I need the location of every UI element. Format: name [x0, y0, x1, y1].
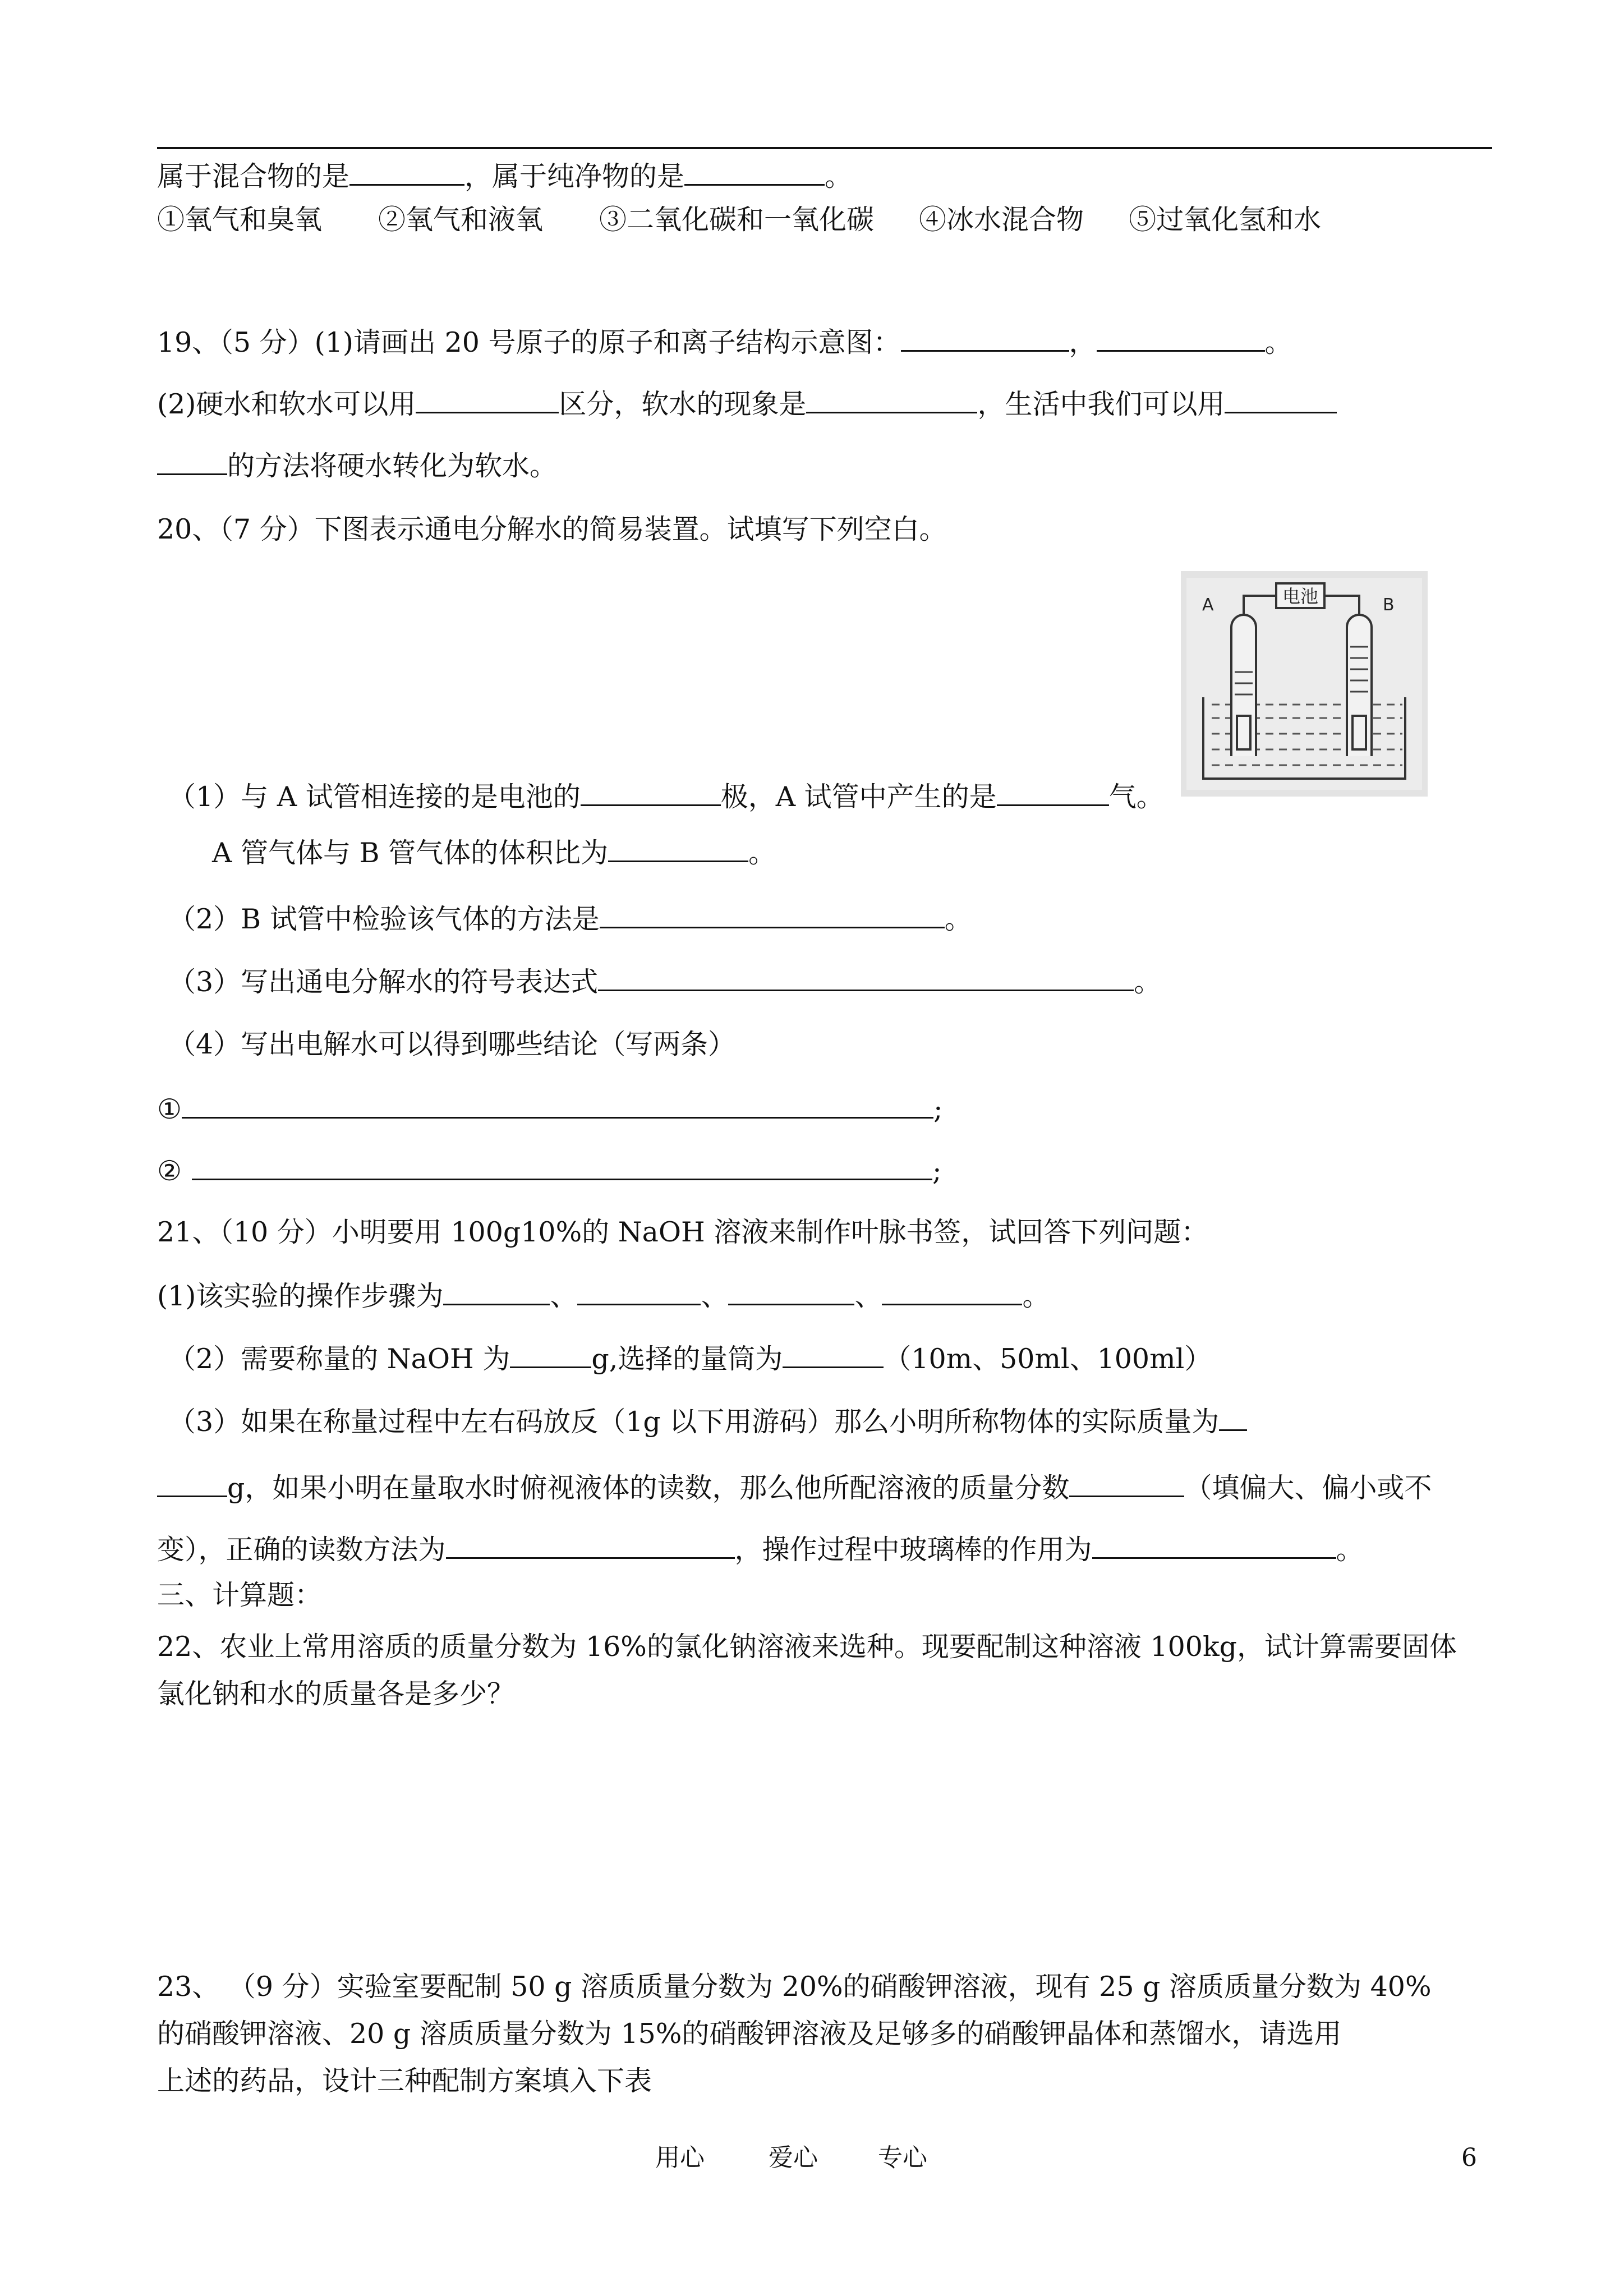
- q22-line-1: 22、农业上常用溶质的质量分数为 16%的氯化钠溶液来选种。现要配制这种溶液 100kg，试计算需要固体: [157, 1631, 1457, 1663]
- answer-blank[interactable]: [882, 1278, 1022, 1305]
- answer-blank[interactable]: [1219, 1404, 1247, 1431]
- battery-label: 电池: [1282, 586, 1319, 607]
- q19-line-2: (2)硬水和软水可以用 区分，软水的现象是 ，生活中我们可以用: [157, 386, 1337, 422]
- answer-blank[interactable]: [581, 779, 721, 806]
- answer-blank[interactable]: [901, 324, 1069, 352]
- q22-line-2: 氯化钠和水的质量各是多少？: [157, 1678, 515, 1710]
- page-number: 6: [1461, 2143, 1477, 2172]
- q20-conclusion-1: ① ;: [157, 1091, 942, 1128]
- q18-options: [157, 202, 1321, 238]
- q23-line-2: 的硝酸钾溶液、20 g 溶质质量分数为 15%的硝酸钾溶液及足够多的硝酸钾晶体和蒸馏水，请选用: [157, 2018, 1342, 2050]
- footer-slogan-3: 专心: [878, 2143, 927, 2172]
- q21-step-3-end: 变），正确的读数方法为 ，操作过程中玻璃棒的作用为 。: [157, 1531, 1364, 1568]
- q21-title: 21、（10 分）小明要用 100g10%的 NaOH 溶液来制作叶脉书签，试回答下列问题：: [157, 1216, 1209, 1248]
- q19-line-1: 19、（5 分）(1)请画出 20 号原子的原子和离子结构示意图： ， 。: [157, 324, 1292, 361]
- footer-slogan-1: 用心: [655, 2143, 705, 2172]
- tube-a: [1231, 615, 1256, 756]
- answer-blank[interactable]: [783, 1341, 884, 1368]
- answer-blank[interactable]: [684, 158, 825, 186]
- option-5: ⑤过氧化氢和水: [1129, 204, 1322, 236]
- answer-blank[interactable]: [600, 901, 945, 928]
- answer-blank[interactable]: [157, 448, 227, 475]
- q22-answer-area[interactable]: [157, 1722, 1492, 1935]
- q21-step-3: （3）如果在称量过程中左右码放反（1g 以下用游码）那么小明所称物体的实际质量为: [168, 1404, 1247, 1440]
- answer-blank[interactable]: [1069, 1470, 1184, 1497]
- answer-blank[interactable]: [1097, 324, 1265, 352]
- answer-blank[interactable]: [443, 1278, 550, 1305]
- answer-blank[interactable]: [182, 1091, 933, 1119]
- answer-blank[interactable]: [1225, 386, 1337, 413]
- q18-line: 属于混合物的是 ，属于纯净物的是 。: [157, 158, 852, 195]
- q20-part-1b: A 管气体与 B 管气体的体积比为 。: [212, 835, 776, 871]
- q21-step-2: （2）需要称量的 NaOH 为 g,选择的量筒为 （10m、50ml、100ml）: [168, 1341, 1212, 1377]
- answer-blank[interactable]: [157, 1470, 227, 1497]
- answer-blank[interactable]: [416, 386, 559, 413]
- q20-part-1: （1）与 A 试管相连接的是电池的 极，A 试管中产生的是 气。: [168, 779, 1164, 815]
- answer-blank[interactable]: [577, 1278, 701, 1305]
- q19-line-3: 的方法将硬水转化为软水。: [157, 448, 557, 484]
- option-2: ②氧气和液氧: [378, 204, 544, 236]
- answer-blank[interactable]: [997, 779, 1109, 806]
- q21-step-1: (1)该实验的操作步骤为 、 、 、 。: [157, 1278, 1050, 1314]
- q23-line-1: 23、 （9 分）实验室要配制 50 g 溶质质量分数为 20%的硝酸钾溶液，现有 25 g 溶质质量分数为 40%: [157, 1971, 1432, 2003]
- q20-title: 20、（7 分）下图表示通电分解水的简易装置。试填写下列空白。: [157, 513, 947, 545]
- answer-blank[interactable]: [806, 386, 977, 413]
- footer-slogan-2: 爱心: [769, 2143, 818, 2172]
- q21-step-3-cont: g，如果小明在量取水时俯视液体的读数，那么他所配溶液的质量分数 （填偏大、偏小或不: [157, 1470, 1432, 1506]
- answer-blank[interactable]: [192, 1153, 932, 1180]
- section-heading: 三、计算题：: [157, 1579, 323, 1611]
- tube-b-label: B: [1383, 595, 1395, 615]
- answer-blank[interactable]: [728, 1278, 854, 1305]
- answer-blank[interactable]: [608, 835, 748, 862]
- q20-part-4: （4）写出电解水可以得到哪些结论（写两条）: [168, 1028, 736, 1060]
- answer-blank[interactable]: [1092, 1531, 1336, 1559]
- q20-conclusion-2: ② ;: [157, 1153, 941, 1189]
- answer-blank[interactable]: [349, 158, 464, 186]
- answer-blank[interactable]: [446, 1531, 735, 1559]
- electrolysis-diagram: [1181, 571, 1428, 797]
- option-3: ③二氧化碳和一氧化碳: [599, 204, 875, 236]
- answer-blank[interactable]: [510, 1341, 591, 1368]
- answer-blank[interactable]: [598, 964, 1134, 991]
- option-4: ④冰水混合物: [919, 204, 1084, 236]
- q23-line-3: 上述的药品，设计三种配制方案填入下表: [157, 2065, 652, 2097]
- q20-part-2: （2）B 试管中检验该气体的方法是 。: [168, 901, 972, 937]
- header-rule: [157, 147, 1492, 149]
- option-1: ①氧气和臭氧: [157, 204, 323, 236]
- tube-a-label: A: [1202, 595, 1214, 615]
- q20-part-3: （3）写出通电分解水的符号表达式 。: [168, 964, 1161, 1000]
- tube-b: [1347, 615, 1372, 756]
